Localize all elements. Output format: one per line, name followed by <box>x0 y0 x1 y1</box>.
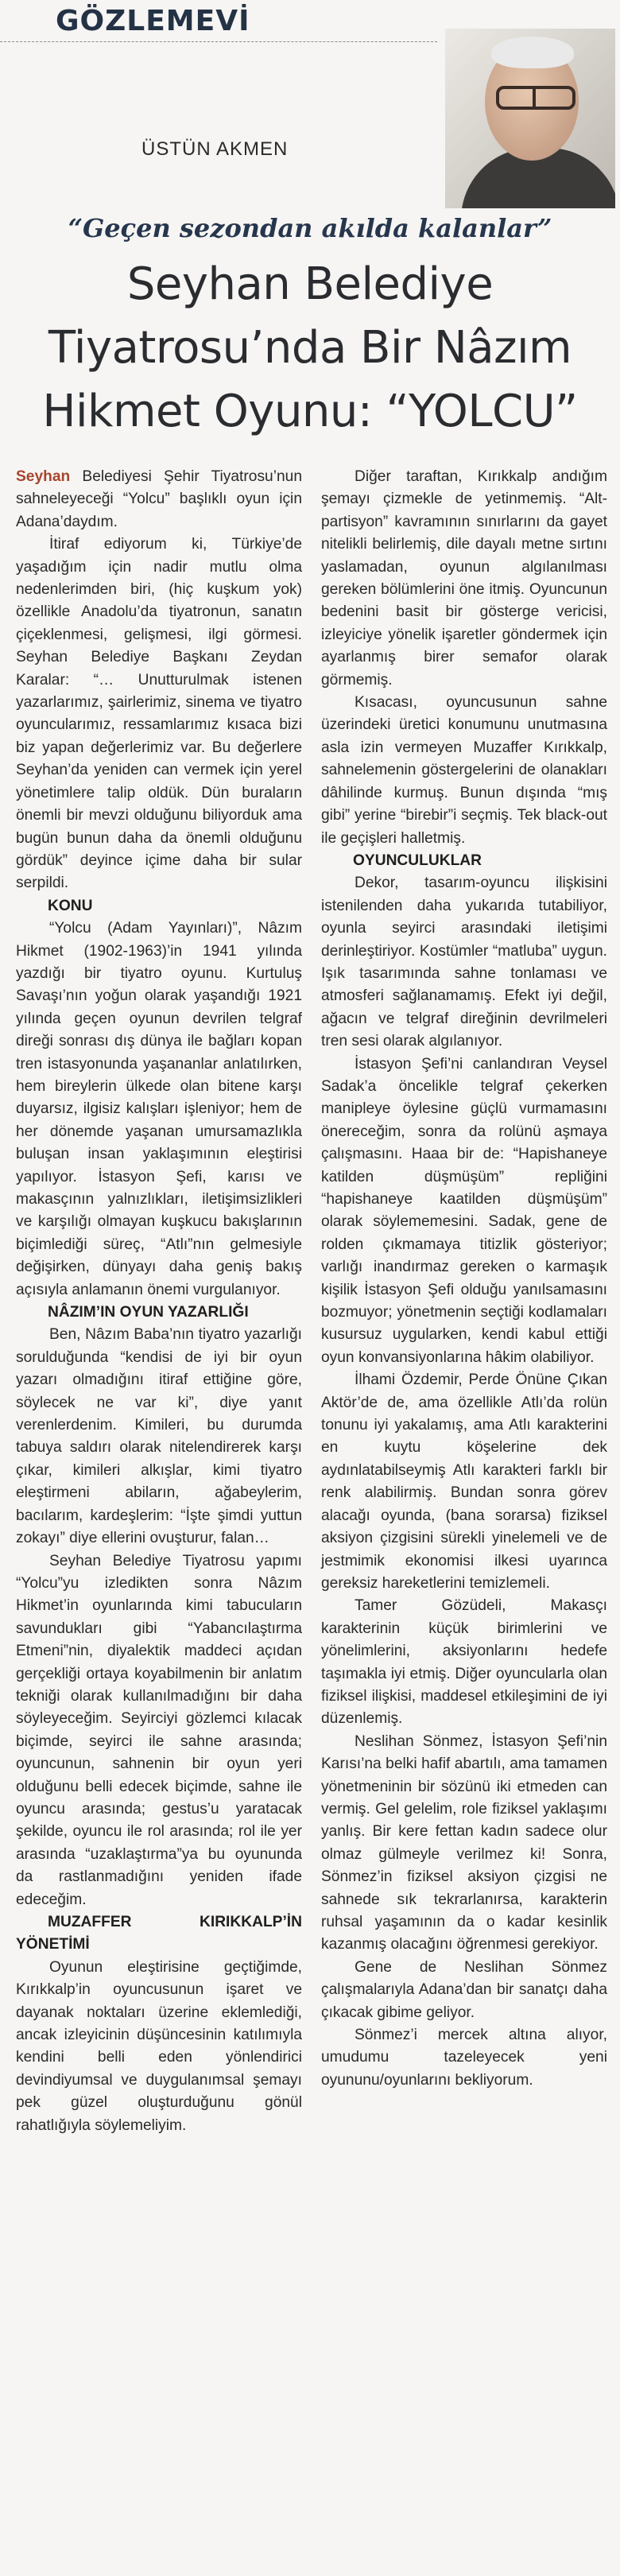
paragraph: İstasyon Şefi’ni canlandıran Veysel Sadak’a öncelikle telgraf çekerken manipleye öylesine güçlü vurmamasını önereceğim, sonra da rolünü aşmaya çalışmasını. Haaa bir de: “Hapishaneye katilden düşmüşüm” repliğini “hapishaneye kaatilden düşmüşüm” olarak söylememesini. Sadak, gene de rolden çıkmamaya titizlik gösteriyor; varlığı inandırmaz gereken o karmaşık kişilik İstasyon Şefi olduğu yanılsamasını bozmuyor; yönetmenin seçtiği kodlamaları kusursuz uygularken, kendi kabul ettiği oyun konvansiyonlarına hâkim olabiliyor. <box>321 1055 607 1366</box>
lead-word: Seyhan <box>16 468 71 485</box>
paragraph: İlhami Özdemir, Perde Önüne Çıkan Aktör’de de, ama özellikle Atlı’da rolün tonunu iyi yakalamış, ama Atlı karakterini en kuytu köşelerine dek aydınlatabilseymiş Atlı karakteri farklı bir renk alabilirmiş. Bundan sonra görev alacağı oyunda, (bana sorarsa) fiziksel aksiyon çizgisini sürekli yinelemeli ve de jestmimik ekonomisi ilkesi uyarınca gereksiz hareketlerini temizlemeli. <box>321 1371 607 1592</box>
article-column-right <box>321 466 607 2092</box>
paragraph: Sönmez’i mercek altına alıyor, umudumu tazeleyecek yeni oyununu/oyunlarını bekliyorum. <box>321 2027 607 2089</box>
paragraph: Dekor, tasarım-oyuncu ilişkisini istenilenden daha yukarıda tutabiliyor, oyunla seyirci arasındaki iletişimi derinleştiriyor. Kostümler “matluba” uygun. Işık tasarımında sahne tonlaması ve atmosferi sağlanamamış. Efekt iyi değil, ağacın ve telgraf direğinin devrilmeleri tren sesi olarak algılanıyor. <box>321 875 607 1050</box>
author-photo <box>445 29 615 208</box>
author-name: ÜSTÜN AKMEN <box>141 138 289 160</box>
paragraph-text: Belediyesi Şehir Tiyatrosu’nun sahneleyeceği “Yolcu” başlıklı oyun için Adana’daydım. <box>16 468 302 530</box>
section-masthead: GÖZLEMEVİ <box>56 5 250 37</box>
subheading: NÂZIM’IN OYUN YAZARLIĞI <box>48 1304 249 1321</box>
paragraph: “Yolcu (Adam Yayınları)”, Nâzım Hikmet (1902-1963)’in 1941 yılında yazdığı bir tiyatro oyunu. Kurtuluş Savaşı’nın yoğun olarak yaşandığı 1921 yılında geçen oyunun devrilen telgraf direği sonrası dış dünya ile bağları kopan tren istasyonunda yaşananlar anlatılırken, hem bireylerin ülkede olan bitene karşı duyarsız, ilgisiz kalışları işleniyor; hem de her dönemde yaşanan umursamazlıkla buluşan insan yaklaşımının eleştirisi yapılıyor. İstasyon Şefi, karısı ve makasçının yalnızlıkları, iletişimsizlikleri ve karşılığı olmayan kuşkucu bakışlarının biçimlediği süreç, “Atlı”nın gelmesiyle değişirken, dünyayı daha geniş bakış açısıyla anlamanın önemi vurgulanıyor. <box>16 920 302 1298</box>
subheading: MUZAFFER KIRIKKALP’İN YÖNETİMİ <box>16 1914 302 1953</box>
photo-glasses <box>496 86 575 110</box>
headline-line: Seyhan Belediye <box>126 258 494 310</box>
headline-line: Tiyatrosu’nda Bir Nâzım <box>48 322 572 374</box>
paragraph: Neslihan Sönmez, İstasyon Şefi’nin Karısı’na belki hafif abartılı, ama tamamen yönetmeninin bir sözünü iki etmeden can vermiş. Gel gelelim, role fiziksel yaklaşımı yanlış. Bir kere fettan kadın sadece olur olmaz gülmeyle verilmez ki! Sonra, Sönmez’in fiziksel aksiyon çizgisi ne sahnede sık tekrarlanırsa, karakterin ruhsal yaşamının da o kadar kesinlik kazanmış olacağını öğrenmesi gerekiyor. <box>321 1732 607 1953</box>
paragraph: Seyhan Belediye Tiyatrosu yapımı “Yolcu”yu izledikten sonra Nâzım Hikmet’in oyunlarında kimi tabucuların savundukları gibi “Yabancılaştırma Etmeni”nin, diyalektik maddeci açıdan gerçekliği ortaya koyabilmenin bir anlatım tekniği olarak kullanılmadığını bir daha söyleyeceğim. Seyirciyi gözlemci kılacak biçimde, seyirci ile sahne arasında; oyuncunun, sahnenin bir oyun yeri olduğunu belli edecek biçimde, sahne ile oyuncu arasında; gestus’u yaratacak şekilde, oyuncu ile rol arasında; rol ile yer arasında “uzaklaştırma”ya bu oyununda da rastlanmadığını yeniden ifade edeceğim. <box>16 1552 302 1908</box>
paragraph <box>16 466 302 533</box>
subheading: KONU <box>48 897 93 914</box>
masthead-rule <box>0 41 437 42</box>
article-column-left <box>16 466 302 2137</box>
photo-hair <box>491 37 574 68</box>
paragraph: Kısacası, oyuncusunun sahne üzerindeki üretici konumunu unutmasına asla izin vermeyen Muzaffer Kırıkkalp, sahnelemenin göstergelerini de olanakları dâhilinde kurmuş. Bunun dışında “mış gibi” yerine “birebir”i seçmiş. Tek black-out ile geçişleri halletmiş. <box>321 694 607 847</box>
paragraph: Ben, Nâzım Baba’nın tiyatro yazarlığı sorulduğunda “kendisi de iyi bir oyun yazarı olmadığını itiraf ettiğine göre, söylecek ne var ki”, diye yanıt verenlerdenim. Kimileri, bu durumda tabuya saldırı olarak nitelendirerek karşı çıkar, kimileri alkışlar, kimi tiyatro eleştirmeni abiların, ağabeylerim, bacılarım, kardeşlerim: “İşte şimdi yuttun zokayı” diye ellerini ovuşturur, falan… <box>16 1326 302 1547</box>
paragraph: Gene de Neslihan Sönmez çalışmalarıyla Adana’dan bir sanatçı daha çıkacak gibime geliyor. <box>321 1958 607 2021</box>
paragraph: Oyunun eleştirisine geçtiğimde, Kırıkkalp’in oyuncusunun işaret ve dayanak noktaları üzerine eklemlediği, ancak izleyicinin düşüncesinin katılımıyla kendini belli eden yönlendirici devindiyumsal ve duygulanımsal şemayı pek güzel oluşturduğunu gönül rahatlığıyla söylemeliyim. <box>16 1958 302 2134</box>
paragraph: İtiraf ediyorum ki, Türkiye’de yaşadığım için nadir mutlu olma nedenlerimden biri, (hiç kuşkum yok) özellikle Anadolu’da tiyatronun, sanatın çiçeklenmesi, gelişmesi, ilgi görmesi. Seyhan Belediye Başkanı Zeydan Karalar: “… Unutturulmak istenen yazarlarımız, şairlerimiz, sinema ve tiyatro oyuncularımız, ressamlarımız kısaca bizi biz yapan değerlerimiz var. Bu değerlere Seyhan’da yeniden can vermek için yerel yönetimlere talip oldük. Dün buraların önemli bir mevzi olduğunu biliyorduk ama bugün bunun daha da önemli olduğunu gördük” deyince içime daha bir sular serpildi. <box>16 536 302 892</box>
paragraph: Tamer Gözüdeli, Makasçı karakterinin küçük birimlerini ve yönelimlerini, aksiyonlarını hedefe taşımakla iyi etmiş. Diğer oyuncularla olan fiziksel ilişkisi, maddesel etkileşimini de iyi düzenlemiş. <box>321 1597 607 1728</box>
headline <box>0 253 620 444</box>
kicker: “Geçen sezondan akılda kalanlar” <box>68 213 552 243</box>
headline-line: Hikmet Oyunu: “YOLCU” <box>42 386 578 437</box>
paragraph: Diğer taraftan, Kırıkkalp andığım şemayı çizmekle de yetinmemiş. “Alt-partisyon” kavramının sınırlarını da gayet nitelikli belirlemiş, dile dayalı metne sırtını yaslamadan, oyunun algılanılması gereken bölümlerini öne itmiş. Oyuncunun bedenini basit bir gösterge vericisi, izleyiciye yönelik işaretler göndermek için ayarlanmış birer semafor olarak görmemiş. <box>321 468 607 689</box>
subheading: OYUNCULUKLAR <box>353 852 482 869</box>
